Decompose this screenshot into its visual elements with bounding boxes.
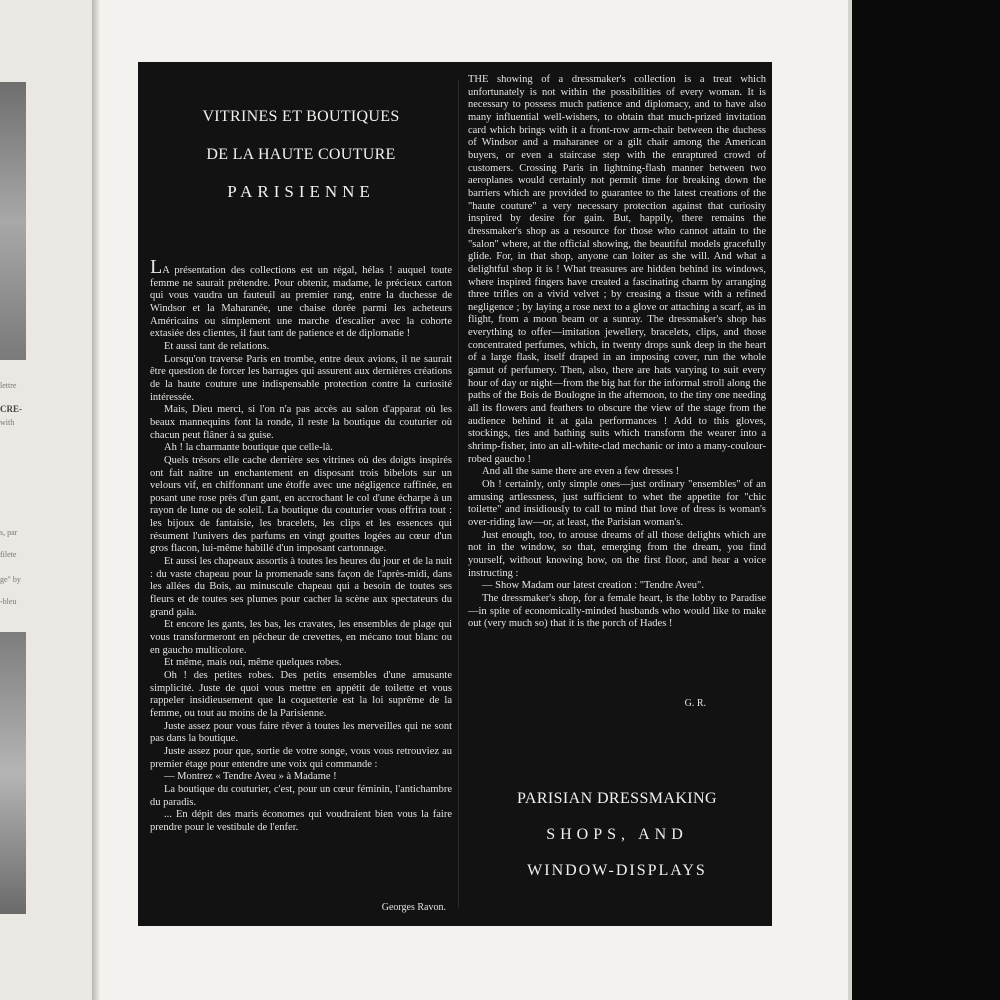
book-gutter: [92, 0, 100, 1000]
french-paragraph: Juste assez pour que, sortie de votre songe, vous vous retrouviez au premier étage pour entendre une voix qui commande :: [150, 745, 452, 770]
caption-fragment: lettre: [0, 381, 17, 390]
french-paragraph: Oh ! des petites robes. Des petits ensembles d'une amusante simplicité. Juste de quoi vous mettre en appétit de toilette et vous rappeler insidieusement que la coquetterie est la loi suprême de la femme, ou tout au moins de la Parisienne.: [150, 670, 452, 719]
english-paragraph: — Show Madam our latest creation : "Tendre Aveu".: [482, 580, 704, 592]
article-panel: [138, 62, 772, 926]
french-paragraph: Et même, mais oui, même quelques robes.: [164, 657, 342, 669]
french-paragraph: Mais, Dieu merci, si l'on n'a pas accès au salon d'apparat où les beaux mannequins font la ronde, il reste la boutique du couturier où chacun peut flâner à sa guise.: [150, 404, 452, 441]
english-title-line-2: SHOPS, AND: [546, 826, 688, 843]
french-paragraph: Et aussi tant de relations.: [164, 340, 270, 352]
french-column: [150, 62, 452, 926]
column-divider: [458, 80, 459, 908]
english-paragraph: Oh ! certainly, only simple ones—just ordinary "ensembles" of an amusing artlessness, just sufficient to whet the appetite for "chic toilette" and insidiously to call to mind that love of dress is woman's over-riding law—or, at least, the Parisian woman's.: [468, 479, 766, 528]
french-paragraph: Et aussi les chapeaux assortis à toutes les heures du jour et de la nuit : du vaste chapeau pour la promenade sans façon de l'après-midi, dans les allées du Bois, au minuscule chapeau qui a besoin de toutes ses fleurs et de toutes ses plumes pour cacher la scène aux spectateurs du grand gala.: [150, 556, 452, 618]
french-paragraph: LA présentation des collections est un régal, hélas ! auquel toute femme ne saurait prétendre. Pour obtenir, madame, le précieux carton qui vous vaudra un fauteuil au premier rang, entre la duchesse de Windsor et la Maharanée, une chaise dorée parmi les acheteurs Américains ou simplement une marche d'escalier avec la cohorte extasiée des clientes, il faut tant de patience et de diplomatie !: [150, 256, 452, 340]
english-title-line-1: PARISIAN DRESSMAKING: [517, 790, 717, 807]
drop-cap: L: [150, 256, 163, 278]
french-paragraph: — Montrez « Tendre Aveu » à Madame !: [164, 771, 337, 783]
french-signature: Georges Ravon.: [381, 902, 446, 913]
english-title-line-3: WINDOW-DISPLAYS: [527, 862, 707, 879]
left-page: [0, 0, 92, 1000]
french-paragraph: Quels trésors elle cache derrière ses vitrines où des doigts inspirés ont fait naître un enchantement en disposant trois bibelots sur un velours vif, en chiffonnant une étoffe avec une négligence raffinée, en posant une rose près d'un gant, en accrochant le col d'une écharpe à un rayon de lune ou de soleil. La boutique du couturier vous offrira tout : les bijoux de fantaisie, les bracelets, les clips et les essences qui résument l'univers des parfums en vingt gouttes logées au cœur d'un gros flacon, lui-même habillé d'un imposant cartonnage.: [150, 454, 452, 555]
english-signature: G. R.: [684, 698, 706, 709]
french-title-line-2: DE LA HAUTE COUTURE: [206, 146, 396, 163]
english-paragraph: The dressmaker's shop, for a female heart, is the lobby to Paradise—in spite of economically-minded husbands who would like to make out (very much so) that it is the porch of Hades !: [468, 592, 766, 630]
french-title-line-3: PARISIENNE: [227, 182, 375, 201]
english-body: [468, 74, 766, 631]
caption-fragment: with: [0, 418, 15, 427]
english-column: [468, 62, 766, 926]
french-paragraph: Lorsqu'on traverse Paris en trombe, entre deux avions, il ne saurait être question de forcer les barrages qui assurent aux dernières créations de la haute couture une indispensable protection contre la curiosité intéressée.: [150, 353, 452, 403]
english-paragraph: THE showing of a dressmaker's collection is a treat which unfortunately is not within the possibilities of every woman. It is necessary to possess much patience and diplomacy, and to have also many influential well-wishers, to obtain that much-prized invitation card which brings with it a front-row arm-chair between the duchess of Windsor and a maharanee or a gilt chair among the American buyers, or even a staircase step with the enraptured crowd of customers. Crossing Paris in lightning-flash manner between two aeroplanes would certainly not permit time for breaking down the barriers which are provided to guarantee to the latest creations of the "haute couture" a very necessary protection against that curiosity inspired by desire for gain. But, happily, there remains the dressmaker's shop as a resource for those who cannot attain to the "salon" where, at the official showing, the beautiful models gracefully glide. For, in that shop, anyone can loiter as she will. And what a delightful shop it is ! What treasures are hidden behind its windows, where inspired fingers have created a fascinating charm by arranging three trifles on a vivid velvet ; by creasing a tissue with a refined negligence ; by laying a rose next to a glove or attaching a scarf, as in flight, from a moon beam or a sunray. The dressmaker's shop has everything to offer—imitation jewellery, bracelets, clips, and those concentrated perfumes, which, in twenty drops sunk deep in the heart of a large flask, itself draped in an imposing cover, run the whole gamut of perfumery. Then, also, there are hats varying to suit every hour of day or night—from the big hat for the informal stroll along the paths of the Bois de Boulogne in the afternoon, to the tiny one needing all its flowers and feathers to obscure the view of the stage from the audience behind it at gala performances ! Add to this gloves, stockings, ties and bathing suits which transform the wearer into a shrimp-fisher, into an all-white-clad mechanic or into a many-coulour-robed gaucho !: [468, 74, 766, 465]
caption-fragment: filete: [0, 550, 17, 559]
english-paragraph: And all the same there are even a few dresses !: [482, 466, 680, 478]
french-paragraph: La boutique du couturier, c'est, pour un cœur féminin, l'antichambre du paradis.: [150, 783, 452, 808]
caption-fragment: ge" by: [0, 575, 21, 584]
page-edge: [848, 0, 852, 1000]
english-paragraph: Just enough, too, to arouse dreams of all those delights which are not in the window, so that, emerging from the dream, you find yourself, without knowing how, on the first floor, and hear a voice instructing :: [468, 529, 766, 579]
photo-fragment-top: [0, 82, 26, 360]
french-title-line-1: VITRINES ET BOUTIQUES: [202, 108, 400, 125]
french-body: [150, 256, 452, 835]
caption-fragment: s, par: [0, 528, 18, 537]
french-paragraph: ... En dépit des maris économes qui voudraient bien vous la faire prendre pour le vestibule de l'enfer.: [150, 809, 452, 833]
photo-fragment-bottom: [0, 632, 26, 914]
caption-fragment: CRE-: [0, 404, 22, 414]
french-paragraph: Juste assez pour vous faire rêver à toutes les merveilles qui ne sont pas dans la boutique.: [150, 720, 452, 745]
caption-fragment: -bleu: [0, 597, 17, 606]
french-paragraph: Ah ! la charmante boutique que celle-là.: [164, 442, 333, 454]
french-paragraph: Et encore les gants, les bas, les cravates, les ensembles de plage qui vous transformeront en pêcheur de crevettes, en mécano tout blanc ou en gaucho multicolore.: [150, 619, 452, 656]
